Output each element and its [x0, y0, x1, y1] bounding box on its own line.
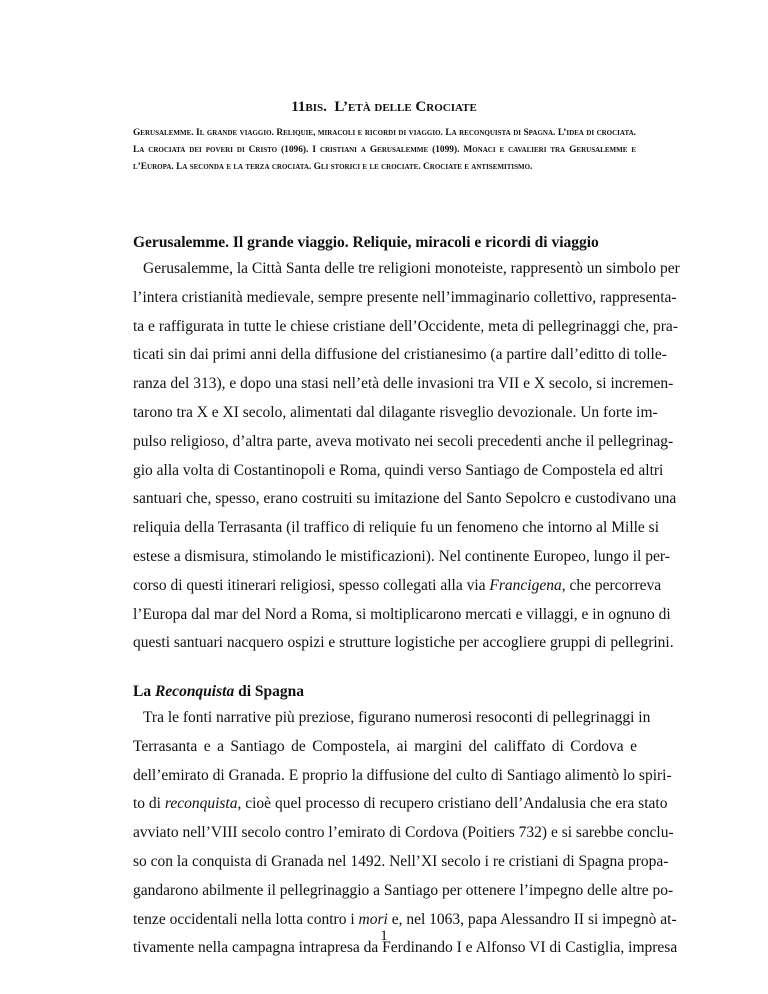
- text-line: Tra le fonti narrative più preziose, figurano numerosi resoconti di pellegrinaggi in: [143, 709, 651, 726]
- italic-term: reconquista: [164, 795, 238, 813]
- italic-term: Francigena: [489, 576, 562, 594]
- chapter-title-text: L’età delle Crociate: [334, 99, 477, 115]
- page-number: 1: [380, 928, 388, 944]
- text-line: santuari che, spesso, erano costruiti su imitazione del Santo Sepolcro e custodivano una: [133, 490, 677, 508]
- text-fragment: , cioè quel processo di recupero cristiano dell’Andalusia che era stato: [237, 795, 668, 813]
- heading-fragment: La: [133, 683, 155, 700]
- heading-italic-term: Reconquista: [154, 683, 235, 700]
- heading-fragment: di Spagna: [234, 683, 304, 700]
- text-line: so con la conquista di Granada nel 1492. Nell’XI secolo i re cristiani di Spagna propa-: [133, 852, 669, 870]
- text-line: questi santuari nacquero ospizi e strutture logistiche per accogliere gruppi di pellegrini.: [133, 634, 674, 652]
- section-body-reconquista: [133, 704, 678, 963]
- text-line: estese a dismisura, stimolando le mistificazioni). Nel continente Europeo, lungo il per-: [133, 547, 670, 565]
- text-line: [133, 790, 668, 819]
- text-fragment: e, nel 1063, papa Alessandro II si impegnò at-: [387, 910, 677, 928]
- text-fragment: corso di questi itinerari religiosi, spesso collegati alla via: [133, 576, 490, 594]
- text-line: reliquia della Terrasanta (il traffico di reliquie fu un fenomeno che intorno al Mille si: [133, 519, 660, 537]
- italic-term: mori: [358, 910, 388, 928]
- text-line: l’Europa dal mar del Nord a Roma, si moltiplicarono mercati e villaggi, e in ognuno di: [133, 605, 671, 623]
- text-fragment: , che percorreva: [561, 576, 662, 594]
- text-line: dell’emirato di Granada. E proprio la diffusione del culto di Santiago alimentò lo spiri-: [133, 766, 672, 784]
- section-body-jerusalem: [133, 255, 680, 658]
- text-fragment: to di: [133, 795, 165, 813]
- text-line: pulso religioso, d’altra parte, aveva motivato nei secoli precedenti anche il pellegrinag-: [133, 432, 674, 450]
- chapter-number: 11: [291, 99, 306, 115]
- chapter-summary: Gerusalemme. Il grande viaggio. Reliquie, miracoli e ricordi di viaggio. La reconquista di Spagna. L’idea di crociata. La crociata dei poveri di Cristo (1096). I cristiani a Gerusalemme (1099). Monaci e cavalieri tra Gerusalemme e l’Europa. La seconda e la terza crociata. Gli storici e le crociate. Crociate e antisemitismo.: [133, 128, 636, 172]
- text-line: ranza del 313), e dopo una stasi nell’età delle invasioni tra VII e X secolo, si incremen-: [133, 375, 674, 393]
- text-fragment: tenze occidentali nella lotta contro i: [133, 910, 359, 928]
- section-heading-jerusalem: Gerusalemme. Il grande viaggio. Reliquie, miracoli e ricordi di viaggio: [133, 234, 599, 251]
- text-line: tivamente nella campagna intrapresa da Ferdinando I e Alfonso VI di Castiglia, impresa: [133, 939, 678, 957]
- text-line: avviato nell’VIII secolo contro l’emirato di Cordova (Poitiers 732) e si sarebbe conclu-: [133, 824, 674, 842]
- text-line: l’intera cristianità medievale, sempre presente nell’immaginario collettivo, rappresenta-: [133, 288, 677, 306]
- text-line: gio alla volta di Costantinopoli e Roma, quindi verso Santiago de Compostela ed altri: [133, 461, 664, 479]
- text-line: ta e raffigurata in tutte le chiese cristiane dell’Occidente, meta di pellegrinaggi che, pra-: [133, 317, 678, 335]
- section-heading-reconquista: [133, 683, 304, 701]
- text-line: tarono tra X e XI secolo, alimentati dal dilagante risveglio devozionale. Un forte im-: [133, 403, 658, 421]
- text-line: gandarono abilmente il pellegrinaggio a Santiago per ottenere l’impegno delle altre po-: [133, 881, 674, 899]
- text-line: Terrasanta e a Santiago de Compostela, ai margini del califfato di Cordova e: [133, 737, 637, 755]
- text-line: ticati sin dai primi anni della diffusione del cristianesimo (a partire dall’editto di tolle-: [133, 346, 667, 364]
- text-line: [133, 572, 662, 601]
- chapter-title: [0, 99, 768, 116]
- text-line: Gerusalemme, la Città Santa delle tre religioni monoteiste, rappresentò un simbolo per: [143, 260, 680, 277]
- chapter-suffix: bis.: [305, 99, 327, 115]
